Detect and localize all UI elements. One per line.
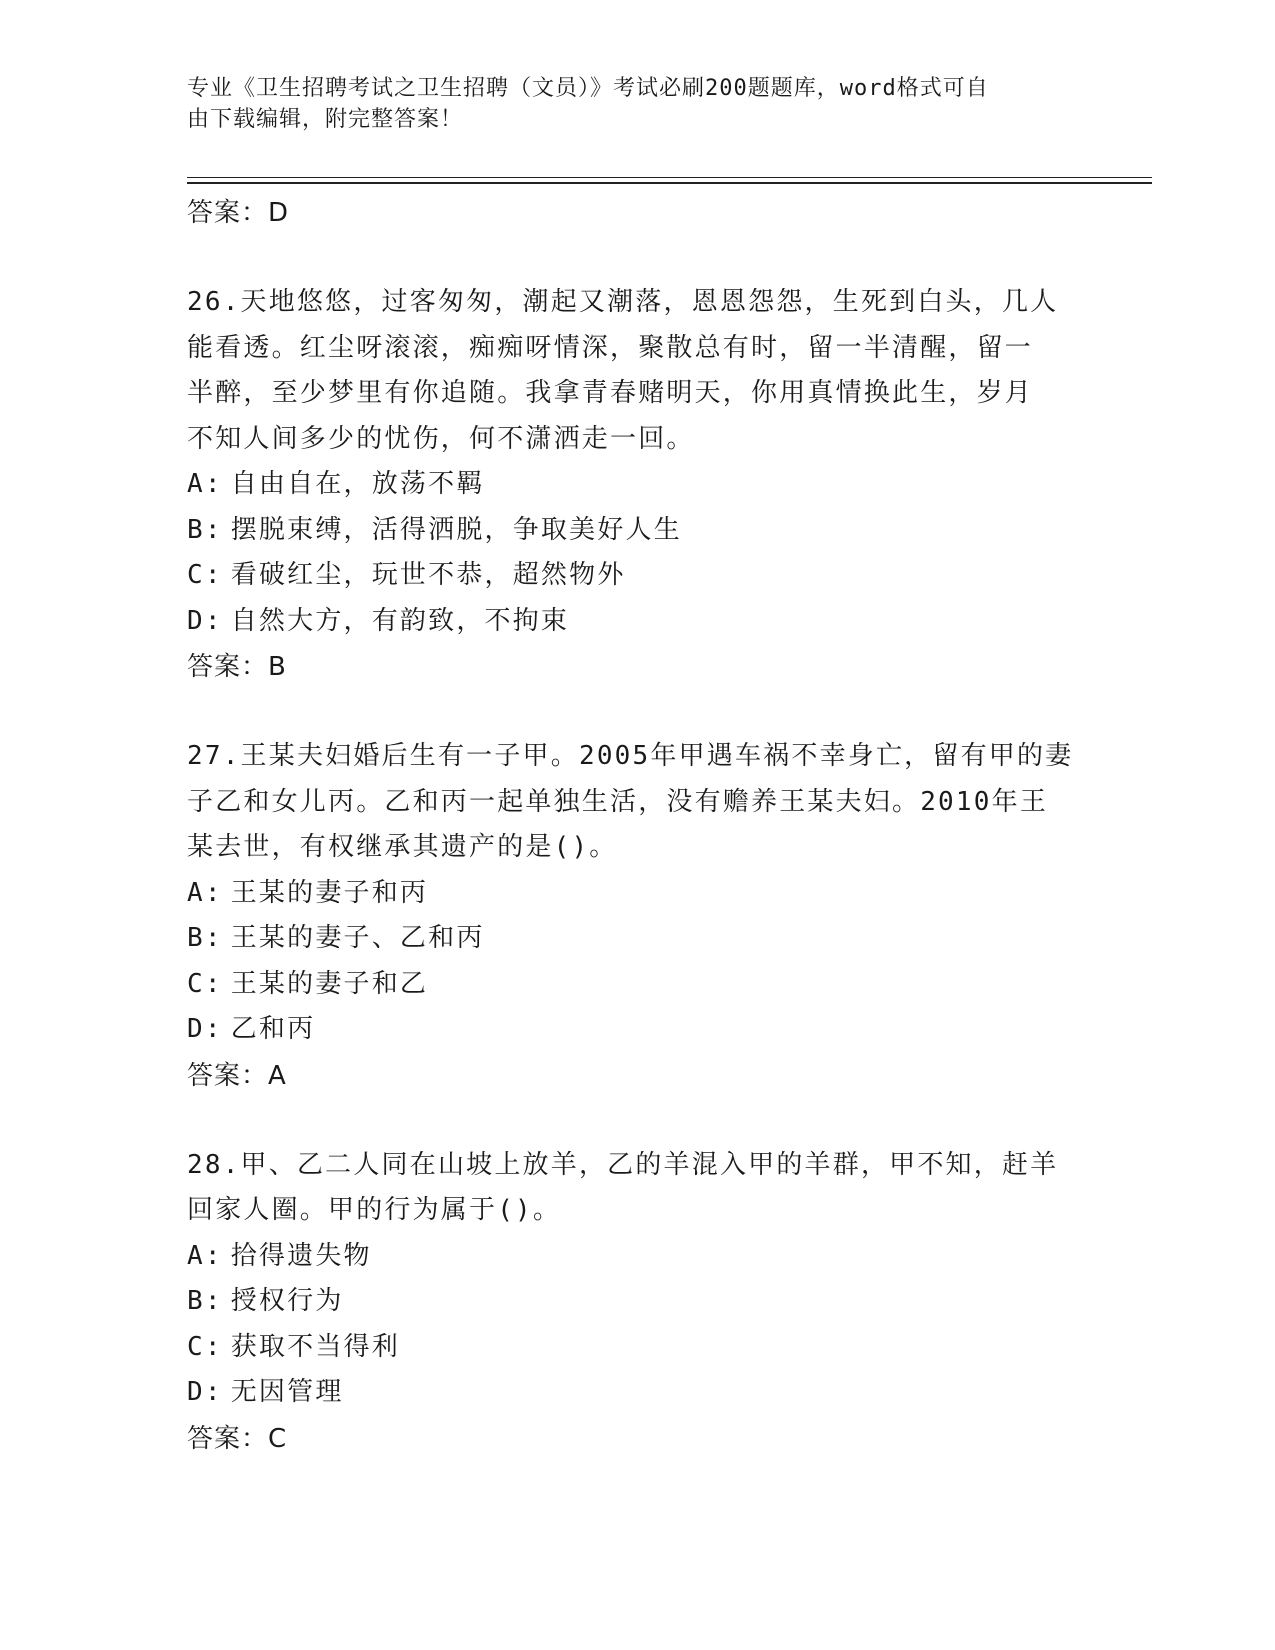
option-key: B: xyxy=(187,1286,223,1316)
stem-line: 半醉，至少梦里有你追随。我拿青春赌明天，你用真情换此生，岁月 xyxy=(187,378,1034,408)
header-line-1: 专业《卫生招聘考试之卫生招聘（文员）》考试必刷200题题库，word格式可自 xyxy=(187,76,989,101)
document-header xyxy=(187,73,1087,135)
question-28 xyxy=(187,1143,1087,1462)
option-key: A: xyxy=(187,877,223,908)
option-text: 无因管理 xyxy=(230,1377,344,1407)
header-rule-thick xyxy=(187,182,1152,184)
question-stem xyxy=(187,734,1087,871)
option-text: 获取不当得利 xyxy=(230,1331,400,1362)
option-text: 乙和丙 xyxy=(230,1014,316,1044)
question-27 xyxy=(187,734,1087,1099)
option-a xyxy=(187,462,1087,508)
option-b xyxy=(187,916,1087,962)
option-key: D: xyxy=(187,1014,223,1044)
option-b xyxy=(187,508,1087,554)
option-c xyxy=(187,553,1087,599)
stem-line: 28.甲、乙二人同在山坡上放羊，乙的羊混入甲的羊群，甲不知，赶羊 xyxy=(187,1149,1059,1180)
stem-line: 回家人圈。甲的行为属于()。 xyxy=(187,1195,562,1225)
option-text: 自由自在，放荡不羁 xyxy=(230,469,485,499)
option-text: 授权行为 xyxy=(230,1286,344,1316)
option-c xyxy=(187,962,1087,1008)
stem-line: 子乙和女儿丙。乙和丙一起单独生活，没有赡养王某夫妇。2010年王 xyxy=(187,786,1049,817)
question-stem xyxy=(187,280,1087,462)
option-key: D: xyxy=(187,605,223,636)
option-text: 王某的妻子和丙 xyxy=(230,877,429,908)
option-key: C: xyxy=(187,968,223,999)
stem-line: 能看透。红尘呀滚滚，痴痴呀情深，聚散总有时，留一半清醒，留一 xyxy=(187,332,1034,363)
option-c xyxy=(187,1325,1087,1371)
stem-line: 不知人间多少的忧伤，何不潇洒走一回。 xyxy=(187,423,695,454)
answer-line: 答案：A xyxy=(187,1060,287,1091)
option-key: C: xyxy=(187,1331,223,1362)
answer-line: 答案：D xyxy=(187,198,290,228)
document-body xyxy=(187,190,1087,1462)
option-key: A: xyxy=(187,1240,223,1271)
option-text: 王某的妻子和乙 xyxy=(230,968,429,999)
header-rule-thin xyxy=(187,177,1152,178)
option-key: C: xyxy=(187,560,223,590)
question-26 xyxy=(187,280,1087,690)
option-a xyxy=(187,871,1087,917)
option-text: 看破红尘，玩世不恭，超然物外 xyxy=(230,560,626,590)
option-key: D: xyxy=(187,1377,223,1407)
option-b xyxy=(187,1279,1087,1325)
question-stem xyxy=(187,1143,1087,1234)
option-text: 王某的妻子、乙和丙 xyxy=(230,923,485,953)
option-d xyxy=(187,1007,1087,1053)
option-text: 拾得遗失物 xyxy=(230,1240,372,1271)
option-d xyxy=(187,1370,1087,1416)
answer-line: 答案：B xyxy=(187,652,287,682)
stem-line: 27.王某夫妇婚后生有一子甲。2005年甲遇车祸不幸身亡，留有甲的妻 xyxy=(187,741,1074,771)
option-key: B: xyxy=(187,923,223,953)
option-key: B: xyxy=(187,514,223,545)
option-text: 摆脱束缚，活得洒脱，争取美好人生 xyxy=(230,514,682,545)
option-text: 自然大方，有韵致，不拘束 xyxy=(230,605,570,636)
option-a xyxy=(187,1234,1087,1280)
header-line-2: 由下载编辑，附完整答案！ xyxy=(187,107,464,132)
stem-line: 某去世，有权继承其遗产的是()。 xyxy=(187,832,618,862)
stem-line: 26.天地悠悠，过客匆匆，潮起又潮落，恩恩怨怨，生死到白头，几人 xyxy=(187,287,1059,317)
option-d xyxy=(187,599,1087,645)
answer-line: 答案：C xyxy=(187,1423,288,1454)
option-key: A: xyxy=(187,469,223,499)
